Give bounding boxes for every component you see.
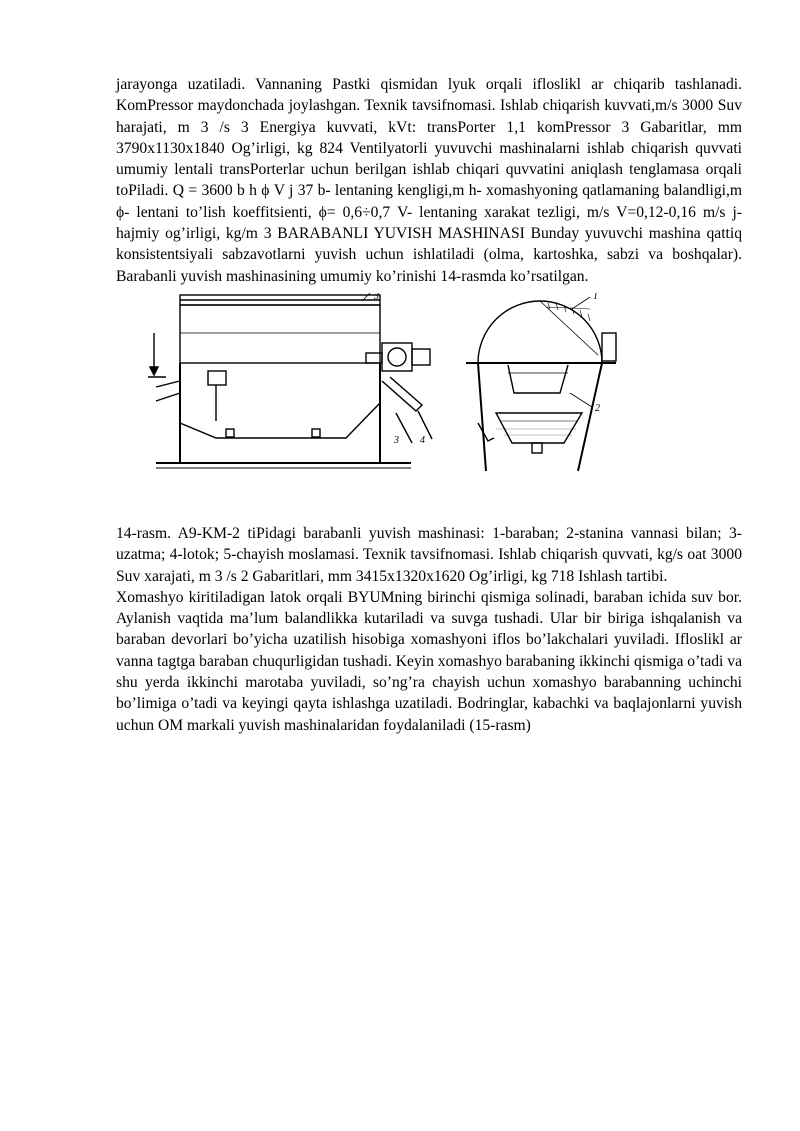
washing-machine-illustration (116, 293, 742, 515)
figure-14-drawing (116, 293, 742, 515)
paragraph-intro: jarayonga uzatiladi. Vannaning Pastki qismidan lyuk orqali ifloslikl ar chiqarib tashlanadi. KomPressor maydonchada joylashgan. Texnik tavsifnomasi. Ishlab chiqarish kuvvati,m/s 3000 Suv harajati, m 3 /s 3 Energiya kuvvati, kVt: transPorter 1,1 komPressor 3 Gabaritlar, mm 3790x1130x1840 Og’irligi, kg 824 Ventilyatorli yuvuvchi mashinalarni ishlab chiqarish quvvati umumiy lentali transPorterlar uchun berilgan ishlab chiqari quvvatini aniqlash tenglamasa orqali toPiladi. Q = 3600 b h ϕ V j 37 b- lentaning kengligi,m h- xomashyoning qatlamaning balandligi,m ϕ- lentani to’lish koeffitsienti, ϕ= 0,6÷0,7 V- lentaning xarakat tezligi, m/s V=0,12-0,16 m/s j- hajmiy og’irligi, kg/m 3 BARABANLI YUVISH MASHINASI Bunday yuvuvchi mashina qattiq konsistentsiyali sabzavotlarni yuvish uchun ishlatiladi (olma, kartoshka, sabzi va boshqalar). Barabanli yuvish mashinasining umumiy ko’rinishi 14-rasmda ko’rsatilgan. (116, 76, 742, 285)
paragraph-procedure: Xomashyo kiritiladigan latok orqali BYUMning birinchi qismiga solinadi, baraban ichida suv bor. Aylanish vaqtida ma’lum balandlikka kutariladi va suvga tushadi. Ular bir biriga ishqalanish va baraban devorlari bo’yicha uzatilish hisobiga xomashyoni iflos bo’lakchalari yuviladi. Ifloslikl ar vanna tagtga baraban chuqurligidan tushadi. Keyin xomashyo barabaning ikkinchi qismiga o’tadi va shu yerda ikkinchi marotaba yuviladi, so’ng’ra chayish uchun xomashyo barabanning uchinchi bo’limiga o’tadi va keyingi qayta ishlashga uzatiladi. Bodringlar, kabachki va baqlajonlarni yuvish uchun OM markali yuvish mashinalaridan foydalaniladi (15-rasm) (116, 588, 742, 734)
figure-caption: 14-rasm. A9-KM-2 tiPidagi barabanli yuvish mashinasi: 1-baraban; 2-stanina vannasi bilan; 3-uzatma; 4-lotok; 5-chayish moslamasi. Texnik tavsifnomasi. Ishlab chiqarish quvvati, kg/s oat 3000 Suv xarajati, m 3 /s 2 Gabaritlari, mm 3415x1320x1620 Og’irligi, kg 718 Ishlash tartibi. (116, 524, 742, 585)
label-4: 4 (420, 434, 425, 446)
label-1: 1 (593, 292, 598, 302)
document-page (116, 74, 742, 736)
label-2: 2 (595, 402, 600, 414)
label-3-top: 3 (374, 292, 379, 302)
label-3-bottom: 3 (394, 434, 399, 446)
